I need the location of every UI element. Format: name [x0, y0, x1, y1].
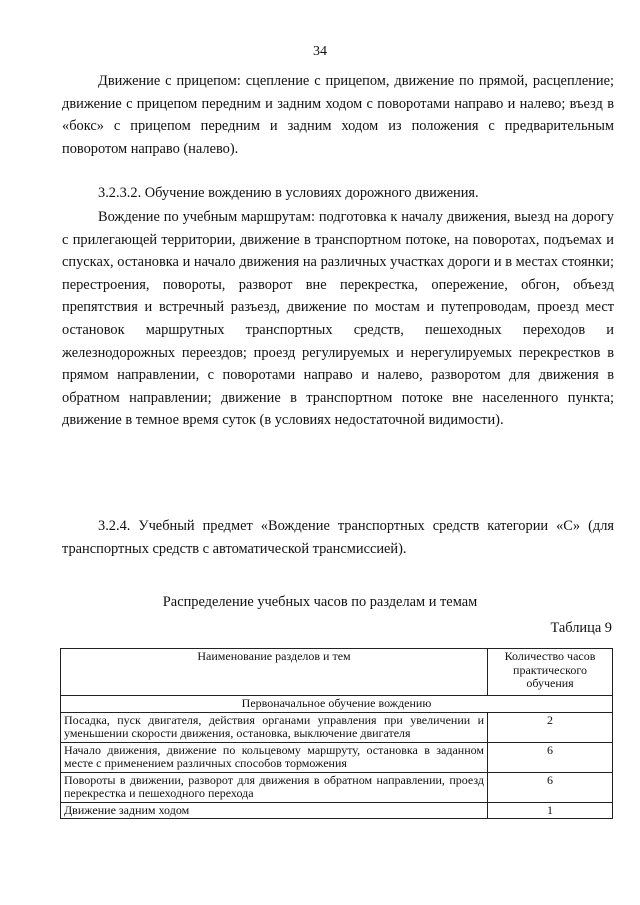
- heading-3-2-3-2-text: 3.2.3.2. Обучение вождению в условиях дорожного движения.: [98, 185, 479, 201]
- table-caption: Распределение учебных часов по разделам и темам: [162, 594, 478, 610]
- section-title: Первоначальное обучение вождению: [61, 696, 613, 713]
- row-hours: 6: [488, 772, 613, 802]
- paragraph-trailer-text: Движение с прицепом: сцепление с прицепом, движение по прямой, расцепление; движение с прицепом передним и задним ходом с поворотами направо и налево; въезд в «бокс» с прицепом передним и задним ходом из положения с предварительным поворотом направо (налево).: [62, 73, 614, 157]
- hours-table: [60, 648, 613, 819]
- row-hours: 2: [488, 712, 613, 742]
- paragraph-routes: [62, 206, 614, 432]
- table-row: [61, 712, 613, 742]
- table-number: Таблица 9: [550, 620, 612, 636]
- row-name: Начало движения, движение по кольцевому маршруту, остановка в заданном месте с применением различных способов торможения: [61, 742, 488, 772]
- header-hours: Количество часов практического обучения: [488, 649, 613, 696]
- table-section-row: [61, 696, 613, 713]
- row-hours: 6: [488, 742, 613, 772]
- paragraph-subject-3-2-4: [62, 515, 614, 560]
- table-row: [61, 802, 613, 819]
- table-row: [61, 742, 613, 772]
- row-hours: 1: [488, 802, 613, 819]
- paragraph-subject-3-2-4-text: 3.2.4. Учебный предмет «Вождение транспортных средств категории «С» (для транспортных средств с автоматической трансмиссией).: [62, 518, 614, 557]
- paragraph-routes-text: Вождение по учебным маршрутам: подготовка к началу движения, выезд на дорогу с прилегающей территории, движение в транспортном потоке, на поворотах, подъемах и спусках, остановка и начало движения на различных участках дороги и в местах стоянки; перестроения, повороты, разворот вне перекрестка, опережение, обгон, объезд препятствия и встречный разъезд, движение по мостам и путепроводам, проезд мест остановок маршрутных транспортных средств, пешеходных переходов и железнодорожных переездов; проезд регулируемых и нерегулируемых перекрестков в прямом направлении, с поворотами направо и налево, разворотом для движения в обратном направлении; движение в транспортном потоке вне населенного пункта; движение в темное время суток (в условиях недостаточной видимости).: [62, 209, 614, 429]
- page-number: 34: [313, 44, 327, 59]
- row-name: Повороты в движении, разворот для движения в обратном направлении, проезд перекрестка и пешеходного перехода: [61, 772, 488, 802]
- paragraph-trailer: [62, 70, 614, 160]
- heading-3-2-3-2: [62, 182, 614, 205]
- table-header-row: [61, 649, 613, 696]
- header-name: Наименование разделов и тем: [61, 649, 488, 696]
- row-name: Движение задним ходом: [61, 802, 488, 819]
- table-row: [61, 772, 613, 802]
- row-name: Посадка, пуск двигателя, действия органами управления при увеличении и уменьшении скорости движения, остановка, выключение двигателя: [61, 712, 488, 742]
